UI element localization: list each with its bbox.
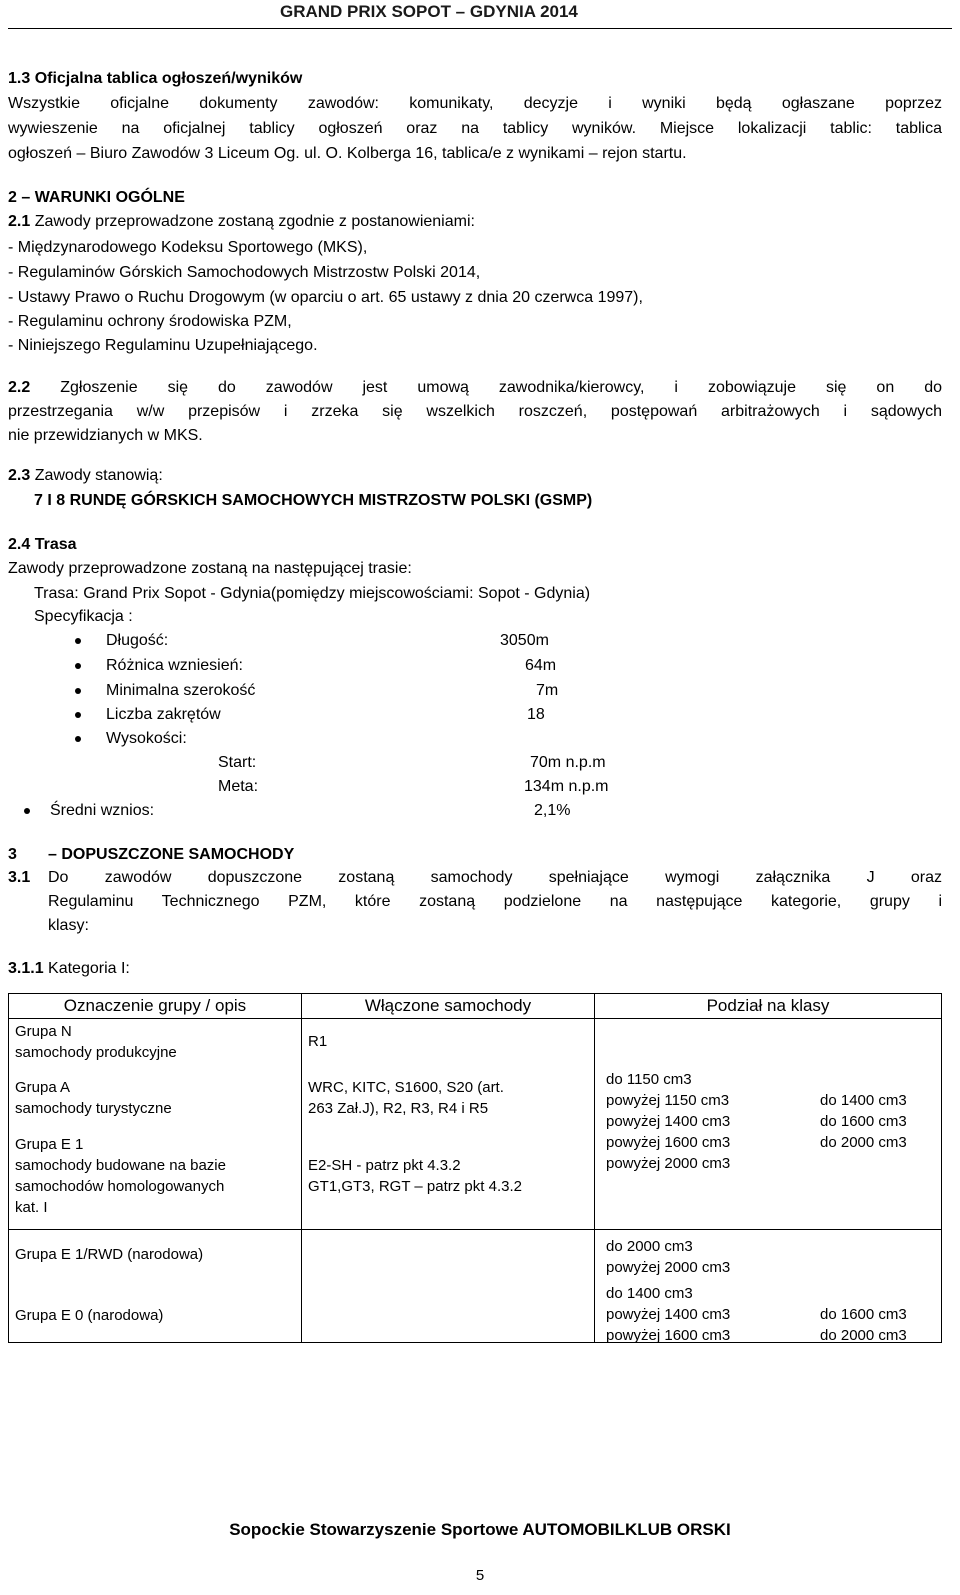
bullet-icon [75, 688, 81, 694]
table-row [9, 1019, 942, 1230]
footer-organizer: Sopockie Stowarzyszenie Sportowe AUTOMOBILKLUB ORSKI [229, 1520, 731, 1539]
class-range: powyżej 2000 cm3 [606, 1259, 731, 1276]
spec-label: Wysokości: [106, 730, 187, 747]
class-range: do 1150 cm3 [606, 1071, 692, 1088]
paragraph-2-2-line-1 [8, 376, 942, 400]
regulation-item: - Ustawy Prawo o Ruchu Drogowym (w oparciu o art. 65 ustawy z dnia 20 czerwca 1997), [8, 289, 643, 306]
paragraph-2-2-number: 2.2 [8, 379, 31, 396]
spec-value: 18 [527, 706, 545, 723]
section-3-heading: – DOPUSZCZONE SAMOCHODY [48, 846, 295, 863]
class-range: powyżej 1150 cm3 [606, 1092, 730, 1109]
group-e1-desc: kat. I [15, 1199, 48, 1216]
header-divider [8, 28, 952, 29]
regulation-item: - Regulaminów Górskich Samochodowych Mistrzostw Polski 2014, [8, 264, 481, 281]
group-cell [9, 1019, 302, 1230]
group-e1-name: Grupa E 1 [15, 1136, 84, 1153]
group-e1-desc: samochodów homologowanych [15, 1178, 225, 1195]
paragraph-2-4-number: 2.4 [8, 536, 31, 553]
column-header: Włączone samochody [302, 994, 595, 1019]
paragraph-2-4-intro: Zawody przeprowadzone zostaną na następującej trasie: [8, 560, 412, 577]
group-e0-name: Grupa E 0 (narodowa) [15, 1307, 164, 1324]
average-grade-label: Średni wznios: [50, 802, 155, 819]
class-range: powyżej 1600 cm3 [606, 1327, 731, 1344]
paragraph-3-1-line-1: Do zawodów dopuszczone zostaną samochody spełniające wymogi załącznika J oraz [48, 869, 942, 886]
category-number: 3.1.1 [8, 960, 44, 977]
paragraph-2-1-number: 2.1 [8, 213, 31, 230]
average-grade-value: 2,1% [534, 802, 571, 819]
height-label: Meta: [218, 778, 259, 795]
bullet-icon [75, 638, 81, 644]
class-range: powyżej 1600 cm3 [606, 1134, 731, 1151]
spec-label: Minimalna szerokość [106, 682, 256, 699]
category-heading [8, 957, 130, 981]
cars-cell [302, 1019, 595, 1230]
cars-e1: E2-SH - patrz pkt 4.3.2 [308, 1157, 461, 1174]
paragraph-2-1 [8, 210, 475, 234]
class-range: do 1400 cm3 [820, 1092, 907, 1109]
regulation-item: - Niniejszego Regulaminu Uzupełniającego. [8, 337, 318, 354]
spec-value: 3050m [500, 632, 549, 649]
paragraph-2-3 [8, 464, 163, 488]
group-n-desc: samochody produkcyjne [15, 1044, 177, 1061]
classes-cell [595, 1230, 942, 1343]
group-e1-rwd-name: Grupa E 1/RWD (narodowa) [15, 1246, 204, 1263]
cars-e1: GT1,GT3, RGT – patrz pkt 4.3.2 [308, 1178, 522, 1195]
group-e1-desc: samochody budowane na bazie [15, 1157, 226, 1174]
group-a-desc: samochody turystyczne [15, 1100, 172, 1117]
specification-label: Specyfikacja : [34, 608, 133, 625]
column-header: Oznaczenie grupy / opis [9, 994, 302, 1019]
spec-label: Długość: [106, 632, 169, 649]
cars-a: 263 Zał.J), R2, R3, R4 i R5 [308, 1100, 489, 1117]
spec-value: 64m [525, 657, 557, 674]
bullet-icon [75, 712, 81, 718]
height-value: 70m n.p.m [530, 754, 606, 771]
paragraph-2-1-text: Zawody przeprowadzone zostaną zgodnie z postanowieniami: [30, 213, 475, 230]
bullet-icon [75, 736, 81, 742]
classes-cell [595, 1019, 942, 1230]
paragraph-2-3-text: Zawody stanowią: [30, 467, 163, 484]
group-n-name: Grupa N [15, 1023, 72, 1040]
section-1-3-line-1: Wszystkie oficjalne dokumenty zawodów: komunikaty, decyzje i wyniki będą ogłaszane poprzez [8, 95, 942, 112]
spec-label: Liczba zakrętów [106, 706, 221, 723]
class-range: do 2000 cm3 [820, 1327, 907, 1344]
class-range: powyżej 2000 cm3 [606, 1155, 731, 1172]
bullet-icon [24, 808, 30, 814]
class-range: do 1400 cm3 [606, 1285, 693, 1302]
category-title: Kategoria I: [43, 960, 130, 977]
cars-n: R1 [308, 1033, 328, 1050]
paragraph-2-3-round-title: 7 I 8 RUNDĘ GÓRSKICH SAMOCHOWYCH MISTRZOSTW POLSKI (GSMP) [34, 492, 593, 509]
section-1-3-line-2: wywieszenie na oficjalnej tablicy ogłoszeń oraz na tablicy wyników. Miejsce lokalizacji tablic: tablica [8, 120, 942, 137]
section-1-3-heading: 1.3 Oficjalna tablica ogłoszeń/wyników [8, 70, 303, 87]
cars-cell [302, 1230, 595, 1343]
column-header: Podział na klasy [595, 994, 942, 1019]
paragraph-3-1-number: 3.1 [8, 869, 31, 886]
section-3-heading-number: 3 [8, 846, 17, 863]
height-label: Start: [218, 754, 257, 771]
section-1-3-line-3: ogłoszeń – Biuro Zawodów 3 Liceum Og. ul. O. Kolberga 16, tablica/e z wynikami – rejon startu. [8, 145, 687, 162]
route-description: Trasa: Grand Prix Sopot - Gdynia(pomiędzy miejscowościami: Sopot - Gdynia) [34, 585, 591, 602]
paragraph-2-4-title: Trasa [30, 536, 77, 553]
paragraph-2-3-number: 2.3 [8, 467, 31, 484]
document-header-title: GRAND PRIX SOPOT – GDYNIA 2014 [280, 2, 578, 21]
group-cell [9, 1230, 302, 1343]
regulation-item: - Regulaminu ochrony środowiska PZM, [8, 313, 292, 330]
table-row [9, 1230, 942, 1343]
class-range: powyżej 1400 cm3 [606, 1306, 731, 1323]
table-header-row [9, 994, 942, 1019]
paragraph-2-2-text: Zgłoszenie się do zawodów jest umową zawodnika/kierowcy, i zobowiązuje się on do [30, 379, 942, 396]
bullet-icon [75, 663, 81, 669]
class-range: do 2000 cm3 [606, 1238, 693, 1255]
class-range: powyżej 1400 cm3 [606, 1113, 731, 1130]
spec-value: 7m [536, 682, 559, 699]
paragraph-3-1-line-2: Regulaminu Technicznego PZM, które zostaną podzielone na następujące kategorie, grupy i [48, 893, 942, 910]
category-table [8, 993, 942, 1343]
group-a-name: Grupa A [15, 1079, 71, 1096]
paragraph-2-4-heading [8, 533, 77, 557]
height-value: 134m n.p.m [524, 778, 609, 795]
section-2-heading: 2 – WARUNKI OGÓLNE [8, 189, 185, 206]
page-number: 5 [475, 1567, 485, 1584]
spec-label: Różnica wzniesień: [106, 657, 243, 674]
paragraph-3-1-line-3: klasy: [48, 917, 89, 934]
regulation-item: - Międzynarodowego Kodeksu Sportowego (MKS), [8, 239, 368, 256]
cars-a: WRC, KITC, S1600, S20 (art. [308, 1079, 504, 1096]
paragraph-2-2-line-2: przestrzegania w/w przepisów i zrzeka się wszelkich roszczeń, postępowań arbitrażowych i sądowych [8, 403, 942, 420]
class-range: do 1600 cm3 [820, 1113, 907, 1130]
class-range: do 1600 cm3 [820, 1306, 907, 1323]
paragraph-2-2-line-3: nie przewidzianych w MKS. [8, 427, 203, 444]
class-range: do 2000 cm3 [820, 1134, 907, 1151]
